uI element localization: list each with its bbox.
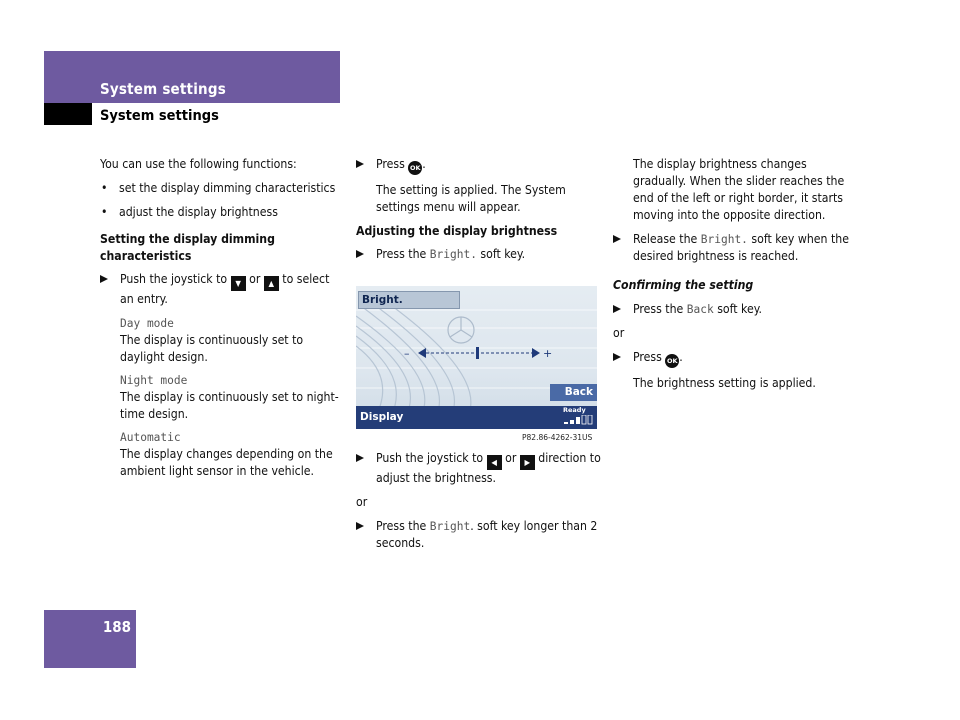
arrow-bullet-icon [356,454,364,462]
step-press-bright: Press the Bright. soft key. [356,246,601,263]
slider-minus-label: – [404,347,410,360]
column-3 [613,156,858,399]
column-2 [356,156,601,270]
step-push-joystick: Push the joystick to ◀ or ▶ direction to adjust the brightness. [356,450,601,487]
arrow-bullet-icon [100,275,108,283]
option-day-mode: Day mode The display is continuously set to daylight design. [120,317,304,364]
section-subtitle: System settings [100,108,219,124]
option-night-mode: Night mode The display is continuously set to night-time design. [120,374,339,421]
ready-status: Ready [563,406,586,414]
gradual-change-text: The display brightness changes gradually. When the slider reaches the end of the left or right border, it starts moving into the opposite direction. [633,157,845,222]
option-automatic: Automatic The display changes depending on the ambient light sensor in the vehicle. [120,431,333,478]
slider-right-arrow-icon [532,348,540,358]
dimming-heading: Setting the display dimming characteristics [100,232,275,263]
joystick-right-icon: ▶ [520,455,535,470]
column-1 [100,156,345,486]
setting-applied-text: The setting is applied. The System settings menu will appear. [376,183,566,214]
joystick-up-icon: ▲ [264,276,279,291]
or-text: or [613,326,625,340]
arrow-bullet-icon [356,250,364,258]
bullet-icon: • [101,181,108,195]
figure-caption: P82.86-4262-31US [522,433,593,442]
intro-text: You can use the following functions: [100,157,297,171]
slider-thumb [476,347,479,359]
arrow-bullet-icon [613,305,621,313]
bullet-item: • adjust the display brightness [101,205,278,219]
slider-plus-label: + [543,347,553,360]
display-screen [356,286,597,429]
brightness-applied-text: The brightness setting is applied. [633,376,816,390]
brightness-slider [404,346,554,360]
arrow-bullet-icon [356,160,364,168]
ok-button-icon: OK [408,161,422,175]
step-press-back: Press the Back soft key. [613,301,858,318]
step-press-ok-confirm: Press OK . [613,349,858,368]
slider-left-arrow-icon [418,348,426,358]
joystick-left-icon: ◀ [487,455,502,470]
bright-menu-label: Bright. [358,291,460,309]
step-release-bright: Release the Bright. soft key when the desired brightness is reached. [613,231,858,265]
arrow-bullet-icon [613,235,621,243]
step-press-ok: Press OK . [356,156,601,175]
page-number: 188 [102,618,131,636]
header-marker [44,103,92,125]
signal-strength-icon [564,415,594,425]
bullet-icon: • [101,205,108,219]
brand-star-icon [448,317,474,343]
display-label: Display [360,411,404,423]
back-softkey: Back [550,384,597,401]
joystick-down-icon: ▼ [231,276,246,291]
column-2-continued [356,450,601,559]
confirming-heading: Confirming the setting [613,278,754,292]
brightness-heading: Adjusting the display brightness [356,224,558,238]
ok-button-icon: OK [665,354,679,368]
arrow-bullet-icon [613,353,621,361]
section-title: System settings [100,80,226,98]
or-text: or [356,495,368,509]
bullet-item: • set the display dimming characteristics [101,181,336,195]
step-press-longer: Press the Bright. soft key longer than 2 seconds. [356,518,601,552]
arrow-bullet-icon [356,522,364,530]
step-select-entry: Push the joystick to ▼ or ▲ to select an entry. [100,271,345,308]
